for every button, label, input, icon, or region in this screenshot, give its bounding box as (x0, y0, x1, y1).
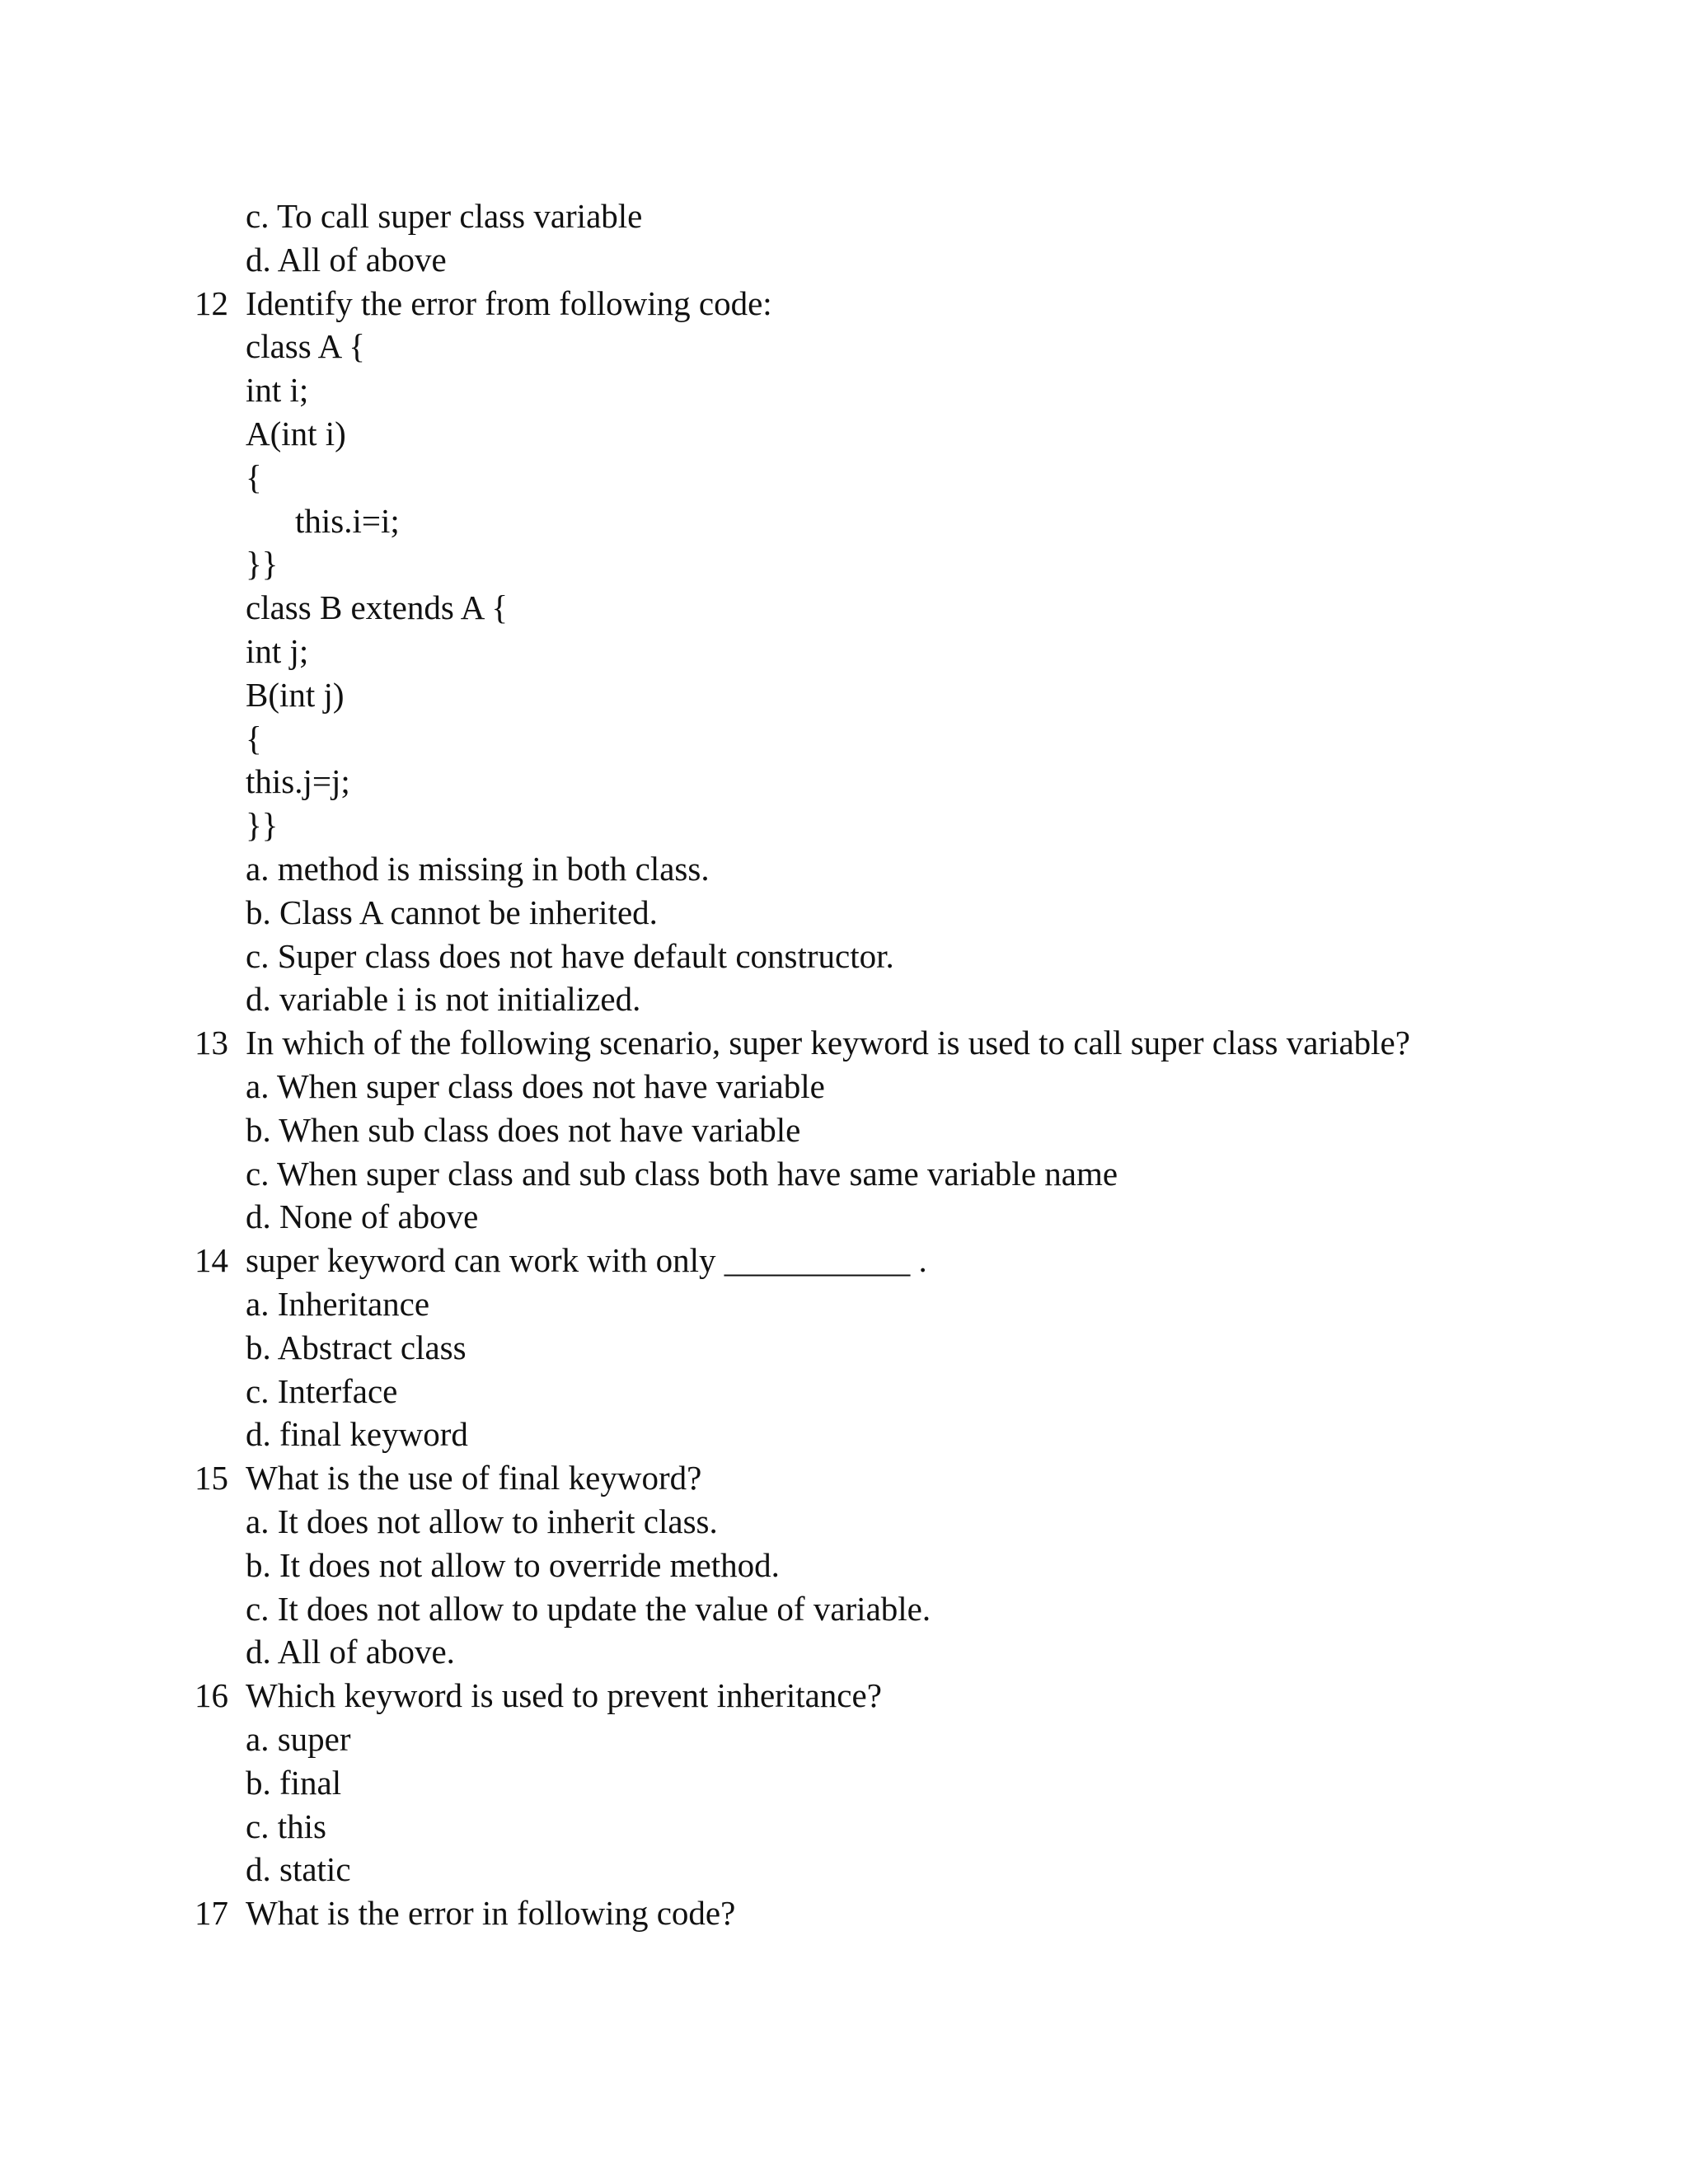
line-text: d. static (246, 1850, 351, 1889)
question-text: super keyword can work with only ___________ . (246, 1241, 927, 1280)
line-text: a. method is missing in both class. (246, 850, 710, 888)
line-text: { (246, 457, 262, 496)
line-text: c. It does not allow to update the value of variable. (246, 1589, 931, 1628)
question-text: Which keyword is used to prevent inheritance? (246, 1676, 882, 1715)
line-text: d. final keyword (246, 1415, 468, 1454)
line-text: b. When sub class does not have variable (246, 1110, 801, 1149)
line-text: c. Super class does not have default constructor. (246, 936, 894, 975)
line-text: a. When super class does not have variable (246, 1067, 825, 1105)
line-text: a. super (246, 1720, 351, 1758)
question-number: 15 (195, 1459, 228, 1497)
question-text: What is the error in following code? (246, 1894, 736, 1933)
line-text: d. All of above. (246, 1633, 455, 1671)
line-text: a. Inheritance (246, 1285, 430, 1323)
line-text: c. this (246, 1807, 326, 1845)
line-text: d. variable i is not initialized. (246, 980, 641, 1019)
question-text: In which of the following scenario, super keyword is used to call super class variable? (246, 1024, 1410, 1062)
question-number: 17 (195, 1894, 228, 1933)
line-text: this.j=j; (246, 762, 350, 801)
line-text: class A { (246, 327, 365, 366)
question-number: 14 (195, 1241, 228, 1280)
line-text: int i; (246, 371, 309, 410)
line-text: a. It does not allow to inherit class. (246, 1502, 718, 1540)
line-text: class B extends A { (246, 588, 509, 627)
line-text: int j; (246, 632, 309, 670)
line-text: b. Abstract class (246, 1328, 467, 1366)
line-text: d. All of above (246, 240, 447, 279)
line-text: { (246, 719, 262, 757)
question-number: 13 (195, 1024, 228, 1062)
line-text: c. To call super class variable (246, 197, 643, 235)
line-text: B(int j) (246, 675, 345, 714)
line-text: b. It does not allow to override method. (246, 1545, 780, 1584)
line-text: c. When super class and sub class both have same variable name (246, 1154, 1118, 1193)
question-text: What is the use of final keyword? (246, 1459, 702, 1497)
question-number: 16 (195, 1676, 228, 1715)
line-text: c. Interface (246, 1371, 398, 1410)
line-text: b. Class A cannot be inherited. (246, 893, 658, 931)
line-text: this.i=i; (295, 501, 400, 540)
question-text: Identify the error from following code: (246, 284, 772, 322)
line-text: b. final (246, 1763, 342, 1802)
question-number: 12 (195, 284, 228, 322)
line-text: d. None of above (246, 1197, 479, 1236)
line-text: }} (246, 545, 279, 583)
line-text: A(int i) (246, 415, 346, 452)
line-text: }} (246, 806, 279, 845)
